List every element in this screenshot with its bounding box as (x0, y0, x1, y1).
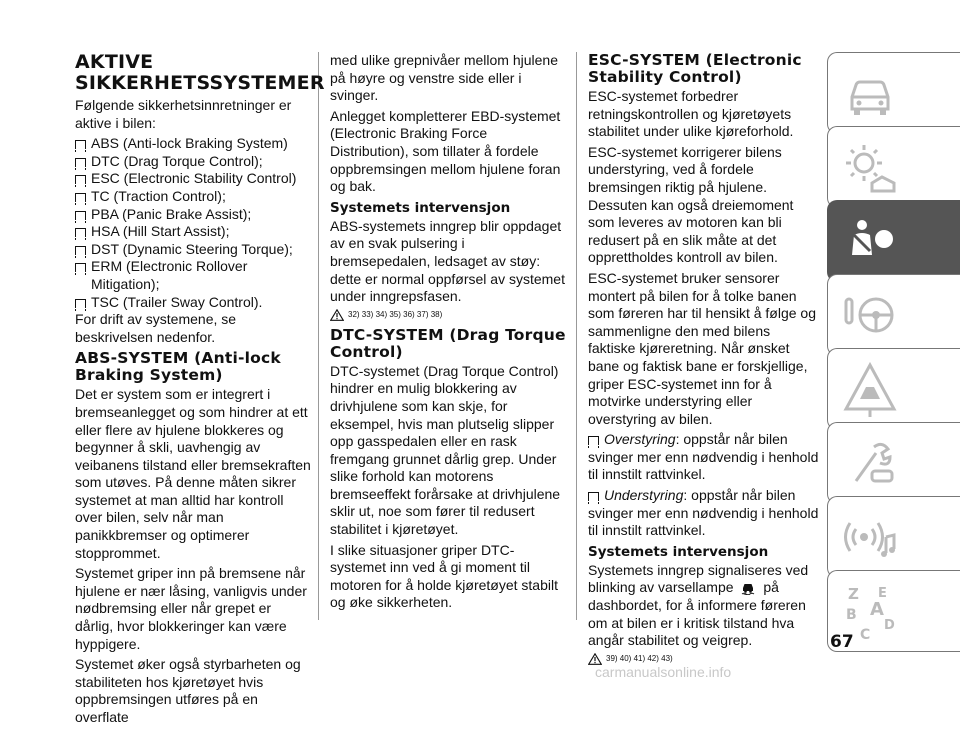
abs-heading: ABS-SYSTEM (Anti-lock Braking System) (75, 349, 281, 385)
bullet-icon (588, 436, 599, 445)
esc-paragraph-4: Systemets inngrep signaliseres ved blinking av varsellampe på dashbordet, for å informere føreren om at bilen er i kritisk tilstand hva angår stabilitet og veigrep. (588, 561, 809, 649)
warning-references: 39) 40) 41) 42) 43) (588, 653, 820, 665)
dtc-paragraph-2: I slike situasjoner griper DTC-systemet inn ved å gi moment til motoren for å holde kjøretøyet stabilt og øke sikkerheten. (330, 541, 558, 611)
warning-references: 32) 33) 34) 35) 36) 37) 38) (330, 309, 566, 321)
esc-paragraph-3: ESC-systemet bruker sensorer montert på bilen for å tolke banen som føreren har til hensikt å følge og sammenligne den med bilens faktiske kjøreretning. Når ønsket bane og faktisk bane er forskjellige, griper ESC-systemet inn for å motvirke understyring eller overstyring av bilen. (588, 269, 816, 427)
dtc-heading: DTC-SYSTEM (Drag Torque Control) (330, 325, 566, 361)
tab-safety[interactable] (827, 200, 960, 282)
abs-paragraph-6: ABS-systemets inngrep blir oppdaget av en svak pulsering i bremsepedalen, ledsaget av støy: dette er normal oppførsel av systemet under inngrepsfasen. (330, 217, 565, 305)
warning-triangle-icon (330, 309, 344, 321)
abs-paragraph-2: Systemet griper inn på bremsene når hjulene er nær låsing, vanligvis under nødbremsing eller når grepet er dårlig, hvor blokkeringer kan være hyppigere. (75, 565, 307, 652)
warning-triangle-icon (588, 653, 602, 665)
svg-text:B: B (846, 607, 857, 623)
warning-road-icon (842, 359, 898, 421)
car-front-icon (842, 63, 898, 125)
list-item: TSC (Trailer Sway Control). (75, 294, 311, 312)
watermark: carmanualsonline.info (595, 664, 732, 680)
esc-heading: ESC-SYSTEM (Electronic Stability Control) (588, 51, 802, 86)
page-title: AKTIVE SIKKERHETSSYSTEMER (75, 51, 325, 94)
bullet-icon (75, 193, 86, 202)
bullet-icon (75, 263, 86, 272)
bullet-icon (75, 299, 86, 308)
list-item: ESC (Electronic Stability Control) (75, 170, 311, 188)
bullet-icon (75, 158, 86, 167)
list-item: DST (Dynamic Steering Torque); (75, 241, 311, 259)
esc-warning-lamp-icon (737, 579, 759, 595)
seatbelt-airbag-icon (842, 211, 898, 273)
wrench-car-icon (842, 433, 898, 495)
tab-starting-driving[interactable] (827, 274, 960, 356)
systems-list (75, 135, 311, 311)
list-item: ERM (Electronic Rollover Mitigation); (75, 258, 311, 293)
svg-text:E: E (878, 586, 887, 601)
tab-maintenance[interactable] (827, 422, 960, 504)
steering-wheel-icon (842, 285, 898, 347)
list-item: ABS (Anti-lock Braking System) (75, 135, 311, 153)
understeer-item: Understyring: oppstår når bilen svinger mer enn nødvendig i henhold til innstilt rattvinkel. (588, 487, 819, 539)
intro-text: Følgende sikkerhetsinnretninger er aktive i bilen: (75, 97, 292, 131)
column-2 (330, 52, 566, 615)
after-list-text: For drift av systemene, se beskrivelsen nedenfor. (75, 311, 237, 345)
light-sun-icon (842, 137, 898, 199)
tab-lights[interactable] (827, 126, 960, 208)
abs-paragraph-5: Anlegget kompletterer EBD-systemet (Electronic Braking Force Distribution), som tillater å fordele oppbremsingen mellom hjulene foran og bak. (330, 107, 561, 195)
bullet-icon (75, 211, 86, 220)
esc-paragraph-1: ESC-systemet forbedrer retningskontrollen og kjøretøyets stabilitet under ulike kjøreforhold. (588, 88, 794, 140)
list-item: DTC (Drag Torque Control); (75, 153, 311, 171)
column-divider (576, 52, 577, 620)
abs-intervention-heading: Systemets intervensjon (330, 199, 511, 216)
bullet-icon (75, 246, 86, 255)
svg-text:C: C (860, 627, 871, 643)
tab-multimedia[interactable] (827, 496, 960, 578)
column-divider (318, 52, 319, 620)
column-3 (588, 52, 820, 671)
signal-music-icon (842, 507, 898, 569)
esc-intervention-heading: Systemets intervensjon (588, 543, 769, 560)
bullet-icon (588, 492, 599, 501)
list-item: PBA (Panic Brake Assist); (75, 206, 311, 224)
abs-paragraph-1: Det er system som er integrert i bremseanlegget og som hindrer at ett eller flere av hjulene blokkeres og begynner å skli, uavhengig av veibanens tilstand eller bremsekraften som utøves. På denne måten sikrer systemet at man alltid har kontroll over bilen, selv når man panikkbremser og optimerer stopprommet. (75, 386, 311, 561)
bullet-icon (75, 140, 86, 149)
tab-dashboard[interactable] (827, 52, 960, 134)
abs-paragraph-3: Systemet øker også styrbarheten og stabiliteten hos kjøretøyet hvis oppbremsingen utføres på en overflate (75, 656, 301, 725)
bullet-icon (75, 175, 86, 184)
svg-text:A: A (870, 599, 884, 620)
esc-paragraph-2: ESC-systemet korrigerer bilens understyring, ved å fordele bremsingen riktig på hjulene. Dessuten kan også dreiemoment som leveres av motoren kan bli redusert på en slik måte at det opprettholdes kontroll av bilen. (588, 143, 794, 266)
list-item: TC (Traction Control); (75, 188, 311, 206)
tab-emergency[interactable] (827, 348, 960, 430)
abs-paragraph-4: med ulike grepnivåer mellom hjulene på høyre og venstre side eller i svinger. (330, 52, 559, 104)
list-item: HSA (Hill Start Assist); (75, 223, 311, 241)
oversteer-item: Overstyring: oppstår når bilen svinger mer enn nødvendig i henhold til innstilt rattvinkel. (588, 431, 819, 483)
page-number: 67 (830, 632, 854, 652)
bullet-icon (75, 228, 86, 237)
svg-text:Z: Z (848, 585, 859, 603)
svg-text:D: D (884, 618, 895, 633)
dtc-paragraph-1: DTC-systemet (Drag Torque Control) hindrer en mulig blokkering av drivhjulene som kan skje, for eksempel, hvis man plutselig slipper opp gasspedalen eller en rask fremgang grunnet dårlig grep. Under slike forhold kan motorens bremseeffekt forårsake at drivhjulene sklir ut, noe som fører til redusert stabilitet i kjøretøyet. (330, 362, 561, 538)
column-1 (75, 51, 325, 730)
